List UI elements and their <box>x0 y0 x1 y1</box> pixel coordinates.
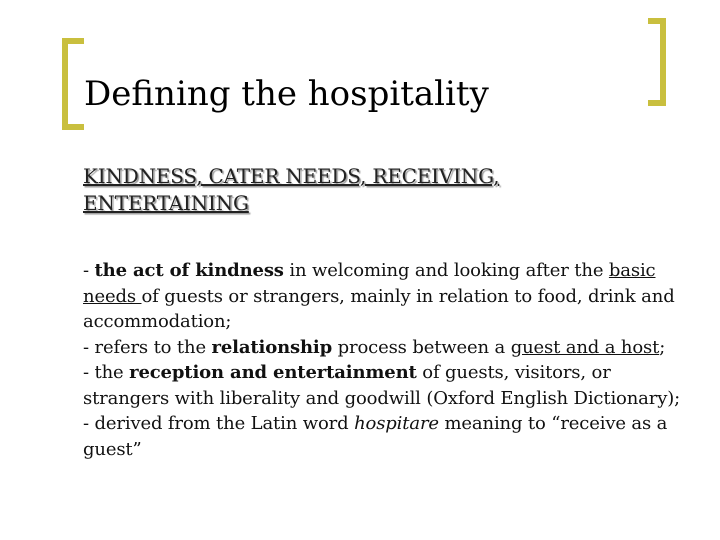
bullet-text: in welcoming and looking after the <box>283 260 609 281</box>
bullet-text: ; <box>659 336 666 358</box>
bullet-text: meaning to “receive as a guest” <box>83 413 668 460</box>
bullet-text: - derived from the Latin word <box>83 413 355 434</box>
slide-subtitle: KINDNESS, CATER NEEDS, RECEIVING, ENTERTAINING <box>83 164 500 215</box>
slide-title: Defining the hospitality <box>84 74 489 114</box>
bullet-latin-origin <box>83 411 683 462</box>
italic-word: hospitare <box>354 413 439 434</box>
right-bracket-bottom <box>648 100 666 106</box>
underlined-phrase: guest and a host <box>510 336 660 358</box>
bullet-text: of guests, visitors, or strangers with liberality and goodwill (Oxford English Dictionary); <box>83 362 681 409</box>
left-bracket-top <box>62 38 84 44</box>
bullet-text: of guests or strangers, mainly in relation to food, drink and accommodation; <box>83 285 675 332</box>
bullet-text: - refers to the <box>83 336 212 358</box>
bold-phrase: reception and entertainment <box>129 362 417 383</box>
left-bracket-bottom <box>62 124 84 130</box>
left-bracket-decoration <box>62 38 84 130</box>
bullet-relationship <box>83 335 683 361</box>
underlined-phrase: basic needs <box>83 260 656 307</box>
bullet-text: - <box>83 260 95 281</box>
bold-phrase: relationship <box>211 336 333 358</box>
left-bracket-vertical <box>62 38 68 130</box>
bullet-reception <box>83 360 683 411</box>
bullet-text: process between a <box>332 336 511 358</box>
right-bracket-decoration <box>648 18 666 106</box>
bullet-text: - the <box>83 362 130 383</box>
right-bracket-vertical <box>660 18 666 106</box>
right-bracket-top <box>648 18 666 24</box>
bullet-kindness <box>83 258 683 335</box>
slide-body <box>83 258 683 462</box>
bold-phrase: the act of kindness <box>94 260 284 281</box>
